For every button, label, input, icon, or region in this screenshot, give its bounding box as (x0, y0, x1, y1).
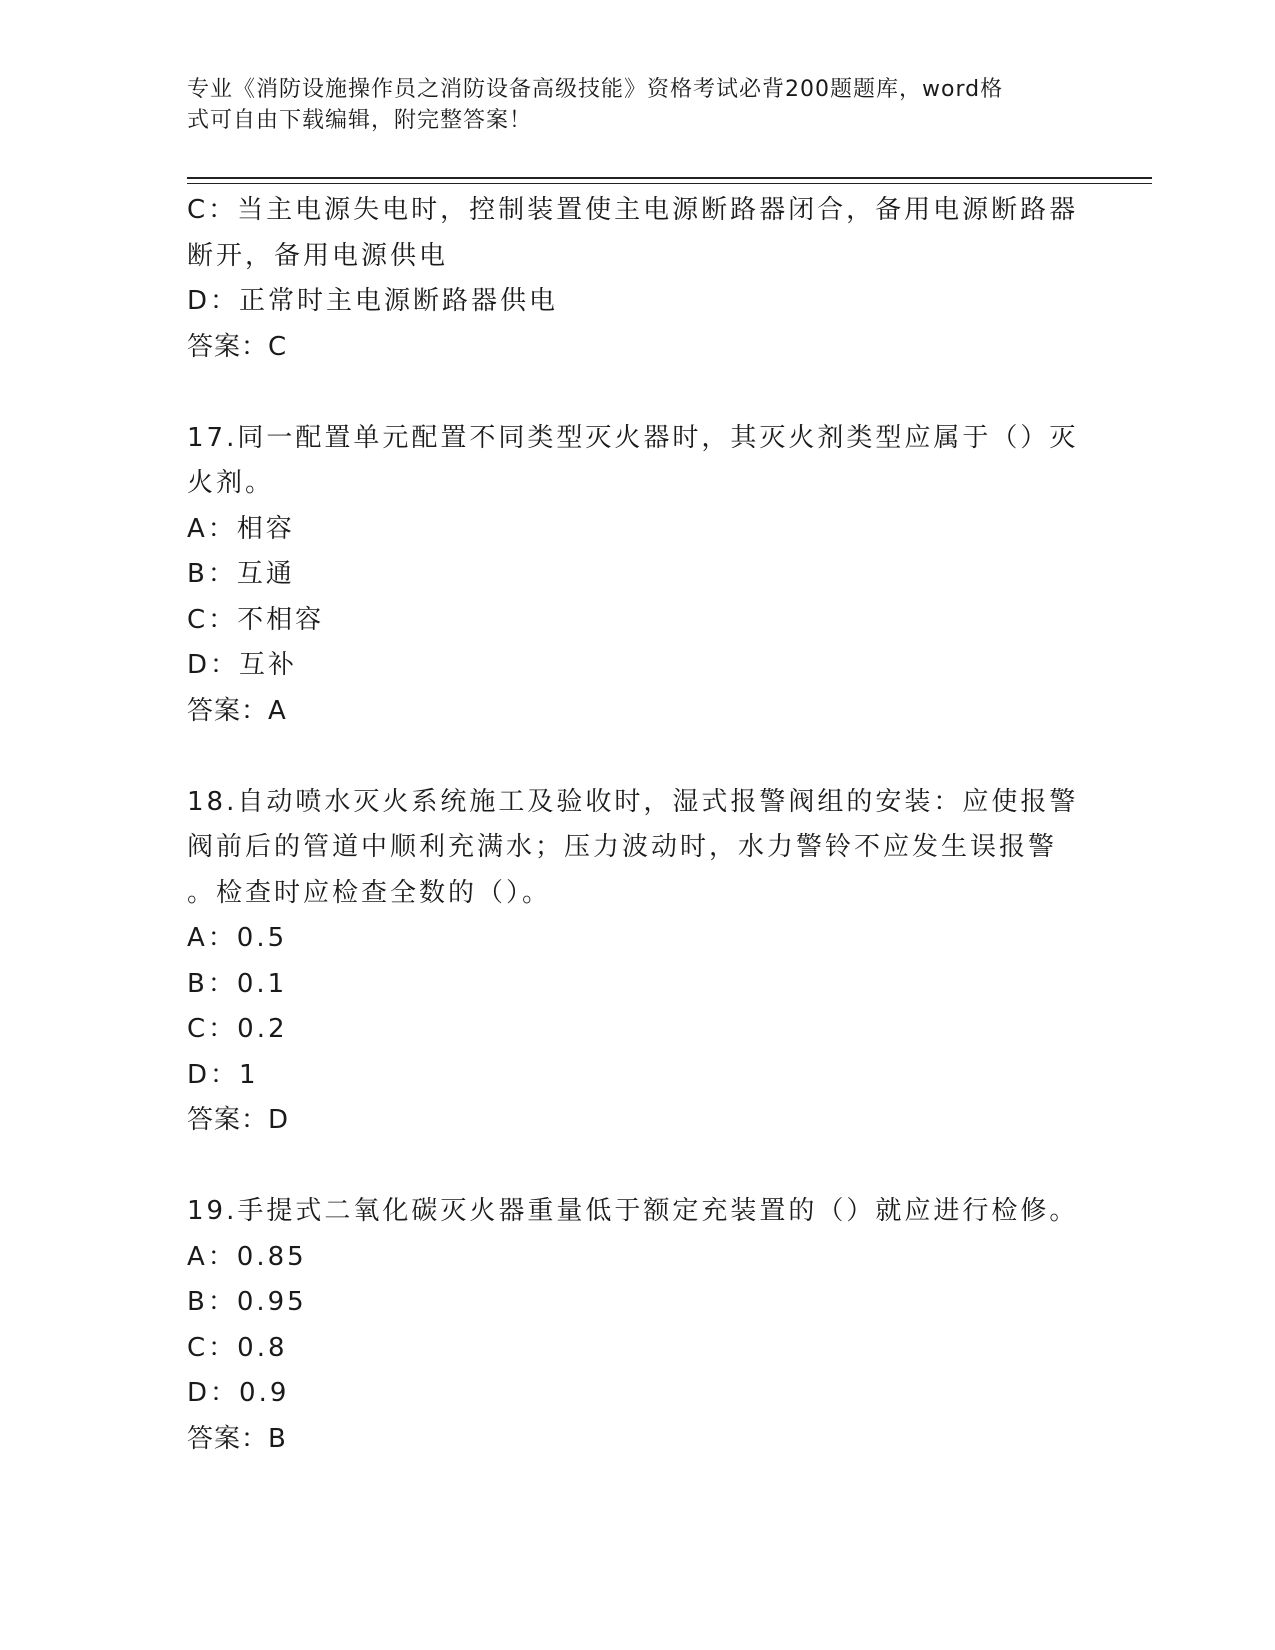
spacer (187, 1144, 1087, 1190)
option-b: B：互通 (187, 559, 295, 589)
question-block-19 (187, 1189, 1087, 1462)
question-block-17 (187, 416, 1087, 735)
option-d: D：0.9 (187, 1378, 290, 1408)
option-c: C：不相容 (187, 604, 325, 635)
spacer (187, 734, 1087, 780)
question-list (187, 188, 1087, 1462)
option-b: B：0.1 (187, 968, 288, 999)
option-a: A：相容 (187, 513, 295, 544)
option-c: C：0.2 (187, 1014, 288, 1044)
option-c-continued: 断开，备用电源供电 (187, 240, 449, 271)
option-c: C：当主电源失电时，控制装置使主电源断路器闭合，备用电源断路器 (187, 195, 1079, 225)
option-d: D：1 (187, 1059, 259, 1090)
question-block-18 (187, 780, 1087, 1144)
question-stem-continued: 火剂。 (187, 468, 275, 498)
question-stem-continued: 。检查时应检查全数的（）。 (187, 877, 552, 908)
answer: 答案：A (187, 695, 287, 726)
document-header (187, 74, 1067, 136)
header-line-2: 式可自由下载编辑，附完整答案！ (187, 108, 533, 133)
option-d: D：正常时主电源断路器供电 (187, 286, 559, 316)
question-stem: 18.自动喷水灭火系统施工及验收时，湿式报警阀组的安装：应使报警 (187, 786, 1079, 817)
header-line-1: 专业《消防设施操作员之消防设备高级技能》资格考试必背200题题库，word格 (187, 77, 1004, 102)
option-b: B：0.95 (187, 1287, 307, 1317)
option-a: A：0.5 (187, 923, 288, 953)
header-rule-thick (187, 177, 1152, 179)
option-c: C：0.8 (187, 1332, 288, 1363)
answer: 答案：D (187, 1105, 290, 1135)
question-block-16 (187, 188, 1087, 370)
header-rule-thin (187, 183, 1152, 184)
option-a: A：0.85 (187, 1241, 307, 1272)
question-stem: 19.手提式二氧化碳灭火器重量低于额定充装置的（）就应进行检修。 (187, 1196, 1079, 1226)
question-stem: 17.同一配置单元配置不同类型灭火器时，其灭火剂类型应属于（）灭 (187, 422, 1079, 453)
answer: 答案：B (187, 1423, 287, 1454)
spacer (187, 370, 1087, 416)
option-d: D：互补 (187, 650, 298, 680)
answer: 答案：C (187, 331, 288, 362)
question-stem-continued: 阀前后的管道中顺利充满水；压力波动时，水力警铃不应发生误报警 (187, 832, 1058, 862)
